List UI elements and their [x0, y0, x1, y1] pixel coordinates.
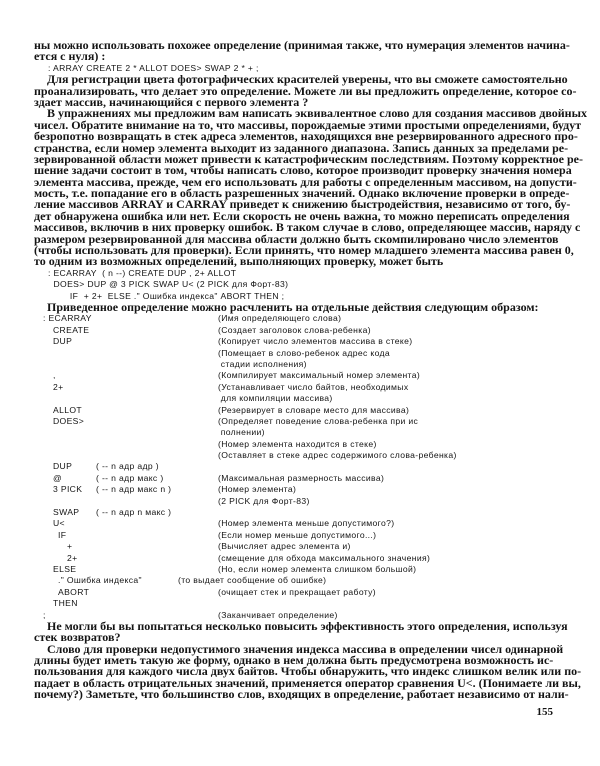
code-listing [34, 63, 553, 74]
code-line: : ECARRAY ( n --) CREATE DUP , 2+ ALLOT [48, 267, 237, 278]
forth-word: + [67, 541, 73, 552]
table-row [34, 575, 553, 586]
text-line: безропотно возвращать в стек адреса элементов, находящихся вне резервированного адресного про- [34, 129, 578, 144]
table-row [34, 598, 553, 609]
table-row [34, 405, 553, 416]
forth-word: , [53, 370, 56, 381]
table-row [34, 427, 553, 438]
explanation: (Если номер меньше допустимого...) [218, 529, 377, 540]
paragraph [34, 299, 553, 314]
forth-word: @ [53, 472, 63, 483]
paragraph [34, 106, 587, 269]
explanation: (Номер элемента) [218, 484, 297, 495]
paragraph [34, 72, 577, 109]
forth-word: THEN [53, 598, 78, 609]
table-row [34, 564, 553, 575]
forth-word: CREATE [53, 324, 90, 335]
explanation: (Номер элемента меньше допустимого?) [218, 518, 395, 529]
code-listing [34, 268, 553, 302]
text-line: стек возвратов? [34, 630, 121, 645]
table-row [34, 325, 553, 336]
stack-comment: ( -- n адр n макс ) [96, 507, 172, 518]
explanation: стадии исполнения) [218, 358, 307, 369]
table-row [34, 348, 553, 359]
explanation: (2 PICK для Форт-83) [218, 495, 310, 506]
text-line: чисел. Обратите внимание на то, что массивы, порождаемые этими простыми определениями, будут [34, 117, 582, 132]
table-row [34, 530, 553, 541]
paragraph [34, 618, 568, 645]
table-row [34, 587, 553, 598]
table-row [34, 461, 553, 472]
stack-comment: ( -- n адр макс ) [96, 472, 164, 483]
table-row [34, 553, 553, 564]
text-line: здает массив, начинающийся с первого элемента ? [34, 94, 309, 109]
table-row [34, 518, 553, 529]
table-row [34, 473, 553, 484]
text-line: то одним из возможных определений, выполняющих проверку, может быть [34, 254, 444, 269]
explanation: (Копирует число элементов массива в стеке) [218, 336, 413, 347]
code-line: DOES> DUP @ 3 PICK SWAP U< (2 PICK для Форт-83) [48, 279, 289, 290]
text-line: пользования для каждого числа двух байтов. Чтобы обнаружить, что индекс слишком велик или по- [34, 664, 582, 679]
explanation: (то выдает сообщение об ошибке) [178, 575, 327, 586]
explanation: (очищает стек и прекращает работу) [218, 586, 377, 597]
code-line: IF + 2+ ELSE ." Ошибка индекса" ABORT THEN ; [48, 290, 285, 301]
text-line: проанализировать, что делает это определение. Можете ли вы предложить определение, которое со- [34, 83, 577, 98]
text-line: почему?) Заметьте, что большинство слов, входящих в определение, работает независимо от нали- [34, 687, 569, 702]
forth-word: ." Ошибка индекса" [58, 575, 142, 586]
text-line: мость, т.е. попадание его в область разрешенных значений. Однако включение проверки в опреде- [34, 186, 570, 201]
explanation: (Максимальная размерность массива) [218, 472, 385, 483]
table-row [34, 507, 553, 518]
forth-word: IF [58, 529, 67, 540]
forth-word: ELSE [53, 563, 77, 574]
text-line: Слово для проверки недопустимого значения индекса массива в определении чисел одинарной [47, 641, 564, 656]
table-row [34, 370, 553, 381]
forth-word: 2+ [67, 552, 78, 563]
forth-word: ABORT [58, 586, 90, 597]
text-line: Приведенное определение можно расчленить на отдельные действия следующим образом: [47, 299, 539, 314]
table-row [34, 359, 553, 370]
table-row [34, 496, 553, 507]
explanation: (Имя определяющего слова) [218, 313, 342, 324]
text-line: ление массивов ARRAY и CARRAY приведет к снижению быстродействия, независимо от того, бу- [34, 197, 571, 212]
forth-word: 3 PICK [53, 484, 83, 495]
explanation: (Создает заголовок слова-ребенка) [218, 324, 371, 335]
text-line: длины будет иметь такую же форму, однако в нем должна быть предусмотрена возможность ис- [34, 653, 554, 668]
explanation: (Но, если номер элемента слишком большой) [218, 563, 417, 574]
text-line: шение задачи состоит в том, чтобы написать слово, которое производит проверку значения номера [34, 163, 572, 178]
text-line: падает в область отрицательных значений, применяется оператор сравнения U<. (Понимаете ли вы, [34, 675, 581, 690]
explanation: (Заканчивает определение) [218, 609, 338, 620]
code-line: : ARRAY CREATE 2 * ALLOT DOES> SWAP 2 * + ; [48, 62, 259, 73]
stack-comment: ( -- n адр макс n ) [96, 484, 172, 495]
paragraph [34, 38, 570, 64]
table-row [34, 450, 553, 461]
paragraph [34, 641, 582, 702]
explanation: (Помещает в слово-ребенок адрес кода [218, 347, 391, 358]
table-row [34, 393, 553, 404]
stack-comment: ( -- n адр адр ) [96, 461, 159, 472]
explanation: (Вычисляет адрес элемента и) [218, 541, 351, 552]
text-line: размером резервированной для массива области должно быть скомпилировано число элементов [34, 231, 559, 246]
explanation: (Номер элемента находится в стеке) [218, 438, 377, 449]
explanation: (Резервирует в словаре место для массива) [218, 404, 410, 415]
forth-word: U< [53, 518, 65, 529]
text-line: Для регистрации цвета фотографических красителей уверены, что вы сможете самостоятельно [47, 72, 568, 87]
text-line: дет обнаружена ошибка или нет. Если скорость не очень важна, то можно переписать определения [34, 208, 570, 223]
forth-word: DOES> [53, 415, 85, 426]
text-line: ется с нуля) : [34, 49, 106, 64]
table-row [34, 484, 553, 495]
explanation: (Оставляет в стеке адрес содержимого слова-ребенка) [218, 450, 457, 461]
text-line: Не могли бы вы попытаться несколько повысить эффективность этого определения, используя [47, 618, 568, 633]
table-row [34, 313, 553, 324]
page-number: 155 [536, 706, 553, 718]
forth-word: SWAP [53, 507, 80, 518]
explanation: для компиляции массива) [218, 393, 333, 404]
text-line: зервированной области может привести к катастрофическим последствиям. Поэтому корректное ре- [34, 151, 583, 166]
forth-word: ALLOT [53, 404, 82, 415]
text-line: (чтобы использовать для проверки). Если принять, что номер младшего элемента массива равен 0, [34, 243, 574, 258]
forth-word: : ECARRAY [43, 313, 92, 324]
forth-breakdown-table [34, 313, 553, 621]
table-row [34, 382, 553, 393]
table-row [34, 416, 553, 427]
explanation: (Компилирует максимальный номер элемента) [218, 370, 421, 381]
explanation: (Определяет поведение слова-ребенка при ис [218, 415, 419, 426]
forth-word: ; [43, 609, 46, 620]
text-line: странства, если номер элемента выходит из заданного диапазона. Запись данных за пределами ре- [34, 140, 569, 155]
text-line: массивов, включив в них проверку ошибок. В таком случае в слово, определяющее массив, наряду с [34, 220, 581, 235]
explanation: (Устанавливает число байтов, необходимых [218, 381, 409, 392]
forth-word: DUP [53, 461, 73, 472]
table-row [34, 336, 553, 347]
forth-word: 2+ [53, 381, 64, 392]
table-row [34, 541, 553, 552]
text-line: элемента массива, прежде, чем его использовать для работы с определенным массивом, на допусти- [34, 174, 577, 189]
page-body [34, 38, 587, 702]
table-row [34, 439, 553, 450]
text-line: В упражнениях мы предложим вам написать эквивалентное слово для создания массивов двойных [47, 106, 587, 121]
forth-word: DUP [53, 336, 73, 347]
explanation: полнении) [218, 427, 265, 438]
text-line: ны можно использовать похожее определение (принимая также, что нумерация элементов начина- [34, 38, 570, 52]
table-row [34, 610, 553, 621]
explanation: (смещение для обхода максимального значения) [218, 552, 431, 563]
